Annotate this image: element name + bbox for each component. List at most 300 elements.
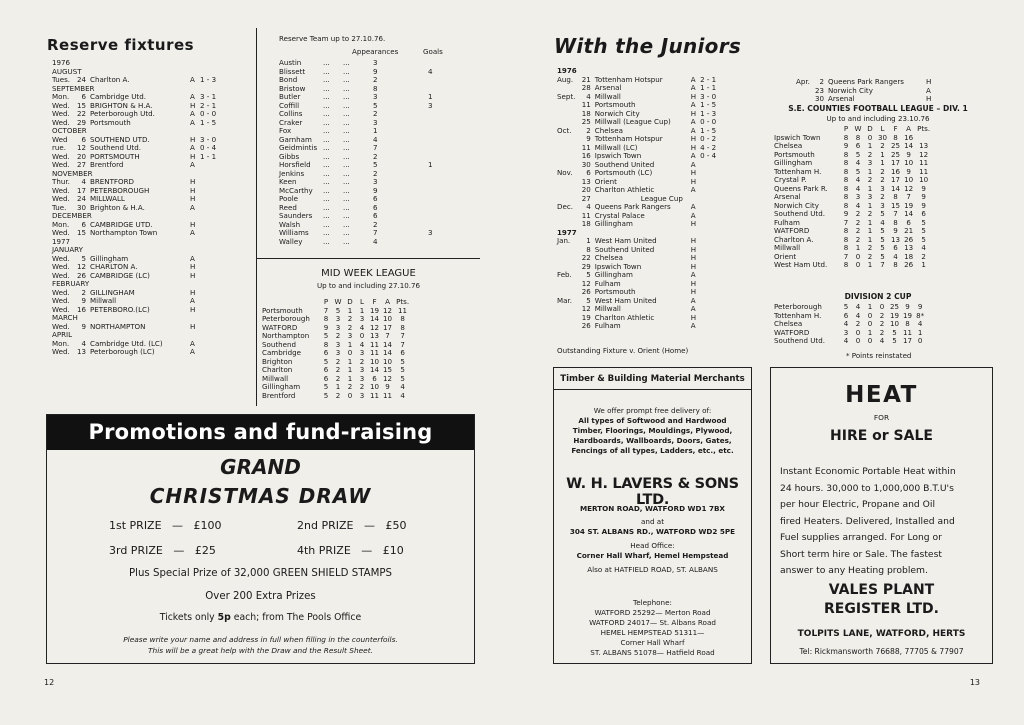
stat-value: 19 <box>370 305 380 315</box>
fixture-score <box>198 340 222 349</box>
fixture-score <box>198 178 222 187</box>
fixture-day: Wed. <box>52 262 70 271</box>
stat-value: 9 <box>906 166 911 176</box>
junior-score <box>698 169 720 178</box>
fixture-date: 26 <box>76 270 86 280</box>
stat-value: 1 <box>921 260 926 269</box>
vales-address: TOLPITS LANE, WATFORD, HERTS <box>797 629 966 639</box>
player-appearances: 9 <box>373 185 378 195</box>
junior-opponent: Norwich City <box>594 108 640 118</box>
player-dots: ... <box>323 151 330 161</box>
april-month <box>794 95 812 104</box>
player-appearances: 6 <box>373 194 378 203</box>
fixture-score: 3 - 0 <box>200 134 217 144</box>
player-dots: ... <box>343 185 350 195</box>
fixture-row <box>50 170 222 179</box>
stat-value: 1 <box>867 183 873 193</box>
fixture-venue: H <box>190 134 196 144</box>
player-name: Bond <box>279 75 298 84</box>
fixture-date: 2 <box>81 287 86 297</box>
stat-value: 26 <box>904 234 914 244</box>
stat-value: 12 <box>383 373 393 383</box>
junior-date: 9 <box>586 134 591 143</box>
fixture-venue: H <box>190 100 196 110</box>
page-number-left: 12 <box>44 678 55 687</box>
stat-value: 2 <box>880 192 885 201</box>
stat-value: 2 <box>347 322 353 332</box>
stat-value: 2 <box>879 310 885 320</box>
fixture-opponent: Cambridge Utd. (LC) <box>90 338 163 348</box>
column-header: F <box>372 297 377 306</box>
stat-value: 5 <box>892 327 897 337</box>
junior-month <box>555 101 579 110</box>
stat-value: 1 <box>347 365 353 374</box>
junior-opponent: Crystal Palace <box>594 210 645 220</box>
junior-date: 25 <box>581 117 591 126</box>
junior-score <box>698 212 720 221</box>
stat-value: 0 <box>347 348 353 357</box>
player-dots: ... <box>343 160 350 169</box>
player-name: Collins <box>279 109 303 118</box>
team-name: Chelsea <box>774 319 803 328</box>
team-name: Portsmouth <box>774 149 815 159</box>
player-row <box>277 170 436 179</box>
junior-opponent: Gillingham <box>594 270 633 279</box>
lavers-company-name: W. H. LAVERS & SONS LTD. <box>566 476 739 508</box>
junior-date: 5 <box>586 295 591 305</box>
stat-value: 2 <box>359 356 365 366</box>
fixture-day: Wed. <box>52 151 70 161</box>
player-dots: ... <box>323 211 330 220</box>
stat-value: 6 <box>855 141 861 150</box>
junior-opponent: Ipswich Town <box>594 261 642 271</box>
fixture-venue: A <box>190 253 195 263</box>
stat-value: 14 <box>370 365 380 374</box>
fixture-opponent: BRENTFORD <box>90 177 134 186</box>
junior-venue: H <box>690 219 697 228</box>
junior-score <box>698 280 720 289</box>
junior-date: 11 <box>581 100 591 109</box>
stat-value: 11 <box>370 339 380 349</box>
player-appearances: 5 <box>373 100 378 110</box>
fixture-heading: AUGUST <box>52 66 82 76</box>
fixture-date: 30 <box>76 202 86 212</box>
fixture-day: Wed. <box>52 185 70 195</box>
junior-date: 26 <box>581 321 591 330</box>
juniors-title: With the Juniors <box>554 34 742 58</box>
player-goals: 4 <box>428 66 433 76</box>
stat-value: 8 <box>843 175 849 184</box>
player-appearances: 4 <box>373 236 378 246</box>
junior-date: 19 <box>581 312 591 322</box>
column-header: Pts. <box>917 124 931 133</box>
fixture-day: Thur. <box>52 177 70 186</box>
fixture-venue: A <box>190 202 195 212</box>
stat-value: 5 <box>335 305 341 315</box>
player-dots: ... <box>323 228 330 237</box>
midweek-league-table <box>260 298 411 400</box>
junior-month <box>555 305 579 314</box>
stat-value: 8 <box>843 226 849 235</box>
stat-value: 1 <box>867 217 873 227</box>
fixture-opponent: Brighton & H.A. <box>90 202 145 212</box>
junior-venue: A <box>690 151 696 160</box>
junior-date: 12 <box>581 304 591 313</box>
junior-score <box>698 229 720 238</box>
stat-value: 6 <box>323 348 329 357</box>
stat-value: 1 <box>347 339 353 349</box>
junior-date: 1 <box>586 236 591 245</box>
stat-value: 5 <box>323 356 329 366</box>
player-dots: ... <box>343 228 350 237</box>
player-dots: ... <box>343 143 350 152</box>
fixture-opponent: SOUTHEND UTD. <box>90 134 150 144</box>
fixture-opponent: Northampton Town <box>90 228 158 237</box>
player-appearances: 6 <box>373 211 378 220</box>
heat-for: FOR <box>873 413 890 422</box>
stat-value: 6 <box>400 348 405 357</box>
fixture-date: 27 <box>76 160 86 169</box>
fixture-date: 12 <box>76 262 86 271</box>
team-name: Fulham <box>774 217 800 227</box>
junior-date: 28 <box>581 83 591 92</box>
stat-value: 7 <box>893 209 898 218</box>
junior-date: 29 <box>581 261 591 271</box>
junior-date: 27 <box>581 193 591 203</box>
column-header: Pts. <box>396 297 410 306</box>
junior-month <box>555 186 579 195</box>
prize-3: 3rd PRIZE — £25 <box>109 544 216 557</box>
fixture-score: 3 - 1 <box>200 92 217 101</box>
stat-value: 2 <box>867 149 873 159</box>
junior-date: 20 <box>581 185 591 194</box>
stat-value: 8 <box>843 260 849 269</box>
player-dots: ... <box>323 219 330 229</box>
fixture-date: 4 <box>81 338 86 348</box>
player-dots: ... <box>323 194 330 203</box>
se-counties-title: S.E. COUNTIES FOOTBALL LEAGUE – DIV. 1 <box>788 104 968 113</box>
player-name: Geidmintis <box>279 143 318 152</box>
goals-header: Goals <box>423 47 443 56</box>
stat-value: 1 <box>867 327 873 337</box>
stat-value: 2 <box>855 226 861 235</box>
division-2-cup-table <box>772 303 926 346</box>
stat-value: 8 <box>893 217 898 227</box>
reserve-fixtures-title: Reserve fixtures <box>47 36 195 54</box>
player-name: Walley <box>279 236 303 246</box>
fixture-score <box>198 272 222 281</box>
fixture-day: Wed. <box>52 304 70 314</box>
player-dots: ... <box>323 83 330 93</box>
team-name: WATFORD <box>262 322 298 332</box>
player-appearances: 2 <box>373 109 378 118</box>
stat-value: 3 <box>359 314 365 323</box>
junior-date: 5 <box>586 270 591 279</box>
fixture-day: Wed. <box>52 253 70 263</box>
fixture-venue: H <box>190 287 196 297</box>
fixture-date: 9 <box>81 321 86 331</box>
fixture-venue: A <box>190 117 195 127</box>
player-row <box>277 187 436 196</box>
stat-value: 5 <box>892 336 897 345</box>
stat-value: 1 <box>867 234 873 244</box>
junior-score <box>698 195 720 204</box>
stat-value: 1 <box>347 356 353 366</box>
stat-value: 6 <box>921 209 926 218</box>
junior-opponent: League Cup <box>640 193 683 203</box>
junior-date: 4 <box>586 91 591 101</box>
stat-value: 9 <box>323 322 329 332</box>
tickets-info: Tickets only 5p each; from The Pools Office <box>159 612 362 623</box>
junior-date: 30 <box>581 159 591 169</box>
player-goals <box>426 119 436 128</box>
fixture-opponent: BRIGHTON & H.A. <box>90 100 153 110</box>
junior-venue: H <box>690 287 697 296</box>
stat-value: 17 <box>891 158 901 167</box>
fixture-venue: A <box>190 75 195 84</box>
player-dots: ... <box>323 75 330 84</box>
player-name: Austin <box>279 58 302 67</box>
player-name: Blissett <box>279 66 306 76</box>
player-dots: ... <box>343 194 350 203</box>
stat-value: 5 <box>880 226 885 235</box>
stat-value: 19 <box>890 310 900 320</box>
team-name: Ipswich Town <box>774 132 821 142</box>
stat-value: 1 <box>880 158 885 167</box>
fixture-venue: H <box>190 304 196 314</box>
player-name: Craker <box>279 117 303 127</box>
junior-score <box>698 237 720 246</box>
player-name: Keen <box>279 177 297 186</box>
stat-value: 4 <box>880 217 885 227</box>
junior-date: 21 <box>581 74 591 84</box>
stat-value: 5 <box>323 331 329 340</box>
stat-value: 17 <box>383 322 393 332</box>
junior-month: Jan. <box>557 236 571 245</box>
junior-month <box>555 254 579 263</box>
christmas-draw-box <box>46 414 475 664</box>
fixture-venue: H <box>190 219 196 229</box>
stat-value: 10 <box>370 356 380 366</box>
special-prize: Plus Special Prize of 32,000 GREEN SHIELD STAMPS <box>129 568 392 579</box>
player-row <box>277 68 436 77</box>
fixture-venue: A <box>190 347 195 356</box>
stat-value: 4 <box>855 200 861 210</box>
fixture-opponent: CAMBRIDGE UTD. <box>90 219 153 229</box>
stat-value: 14 <box>904 141 914 150</box>
junior-venue: A <box>690 117 696 126</box>
player-appearances: 6 <box>373 202 378 212</box>
april-month <box>794 87 812 96</box>
stat-value: 15 <box>891 200 901 210</box>
player-dots: ... <box>323 134 330 144</box>
player-dots: ... <box>343 151 350 161</box>
team-name: Chelsea <box>774 141 803 150</box>
player-dots: ... <box>343 219 350 229</box>
stat-value: 2 <box>855 217 861 227</box>
junior-venue: H <box>690 312 697 322</box>
stat-value: 6 <box>323 365 329 374</box>
junior-month: Dec. <box>557 202 573 211</box>
junior-opponent: Millwall (LC) <box>594 142 638 152</box>
prize-4: 4th PRIZE — £10 <box>297 544 404 557</box>
fixture-venue: A <box>190 109 195 118</box>
stat-value: 3 <box>335 339 341 349</box>
junior-venue: H <box>690 134 697 143</box>
player-name: Saunders <box>279 211 313 220</box>
promotions-banner: Promotions and fund-raising <box>47 415 474 450</box>
april-month: Apr. <box>796 77 810 86</box>
team-name: Southend Utd. <box>774 209 825 218</box>
stat-value: 17 <box>903 336 913 345</box>
stat-value: 3 <box>359 373 365 383</box>
junior-month: Sept. <box>557 91 576 101</box>
player-appearances: 3 <box>373 92 378 101</box>
fixture-date: 20 <box>76 151 86 161</box>
fixture-day: Wed. <box>52 194 70 203</box>
player-dots: ... <box>323 168 330 178</box>
fixture-date: 22 <box>76 109 86 118</box>
player-row <box>277 195 436 204</box>
stat-value: 2 <box>855 209 861 218</box>
fixture-row <box>50 348 222 357</box>
stat-value: 13 <box>370 331 380 340</box>
fixture-day: Wed. <box>52 347 70 356</box>
stat-value: 4 <box>855 302 861 311</box>
stat-value: 18 <box>904 251 914 261</box>
fixture-heading: 1977 <box>52 236 71 246</box>
april-opponent: Norwich City <box>828 85 873 95</box>
stat-value: 8 <box>400 314 405 323</box>
junior-month <box>555 212 579 221</box>
junior-opponent: Portsmouth (LC) <box>594 168 653 177</box>
team-name: Charlton <box>262 365 293 374</box>
junior-score <box>698 246 720 255</box>
fixture-opponent: PETERBORO.(LC) <box>90 304 150 314</box>
team-name: Norwich City <box>774 200 819 210</box>
april-date: 30 <box>814 94 824 103</box>
junior-date: 6 <box>586 168 591 177</box>
fixture-day: Tue. <box>52 202 67 212</box>
player-appearances: 2 <box>373 151 378 161</box>
stat-value: 25 <box>890 302 900 311</box>
column-header: W <box>854 124 862 133</box>
stat-value: 2 <box>359 382 365 391</box>
player-row <box>277 93 436 102</box>
fixture-opponent: Brentford <box>90 160 124 169</box>
stat-value: 0 <box>855 327 861 337</box>
team-name: Northampton <box>262 331 310 340</box>
stat-value: 12 <box>904 183 914 193</box>
fixture-heading: MARCH <box>52 313 78 322</box>
junior-date: 4 <box>586 202 591 211</box>
stat-value: 11 <box>370 348 380 357</box>
fixture-day: Wed. <box>52 287 70 297</box>
fixture-venue: H <box>190 151 196 161</box>
player-name: Garnham <box>279 134 312 144</box>
player-dots: ... <box>343 75 350 84</box>
stat-value: 0 <box>855 251 861 261</box>
fixture-opponent: CAMBRIDGE (LC) <box>90 270 150 280</box>
stat-value: 8 <box>843 200 849 210</box>
stat-value: 15 <box>383 365 393 374</box>
stat-value: 0 <box>867 310 873 320</box>
player-name: Fox <box>279 126 292 135</box>
junior-date: 11 <box>581 210 591 220</box>
stat-value: 8 <box>893 132 898 142</box>
stat-value: 3 <box>880 183 885 193</box>
april-fixtures <box>794 78 934 104</box>
fixture-row <box>50 289 222 298</box>
stat-value: 19 <box>903 310 913 320</box>
fixture-opponent: Southend Utd. <box>90 143 141 152</box>
stat-value: 6 <box>843 310 849 320</box>
team-name: Brentford <box>262 390 296 400</box>
junior-month <box>555 314 579 323</box>
team-name: Millwall <box>262 373 289 383</box>
midweek-league-title: MID WEEK LEAGUE <box>321 268 416 279</box>
junior-opponent: Arsenal <box>594 83 622 92</box>
stat-value: 7 <box>906 192 911 201</box>
fixture-score <box>198 229 222 238</box>
player-dots: ... <box>323 126 330 135</box>
junior-date: 18 <box>581 108 591 118</box>
stat-value: 8 <box>855 132 861 142</box>
junior-opponent: Charlton Athletic <box>594 312 655 322</box>
stat-value: 4 <box>855 310 861 320</box>
stat-value: 1 <box>359 305 365 315</box>
stat-value: 2 <box>335 356 341 366</box>
junior-venue: A <box>690 83 696 92</box>
team-name: Southend Utd. <box>774 336 825 345</box>
junior-opponent: Southend United <box>594 159 655 169</box>
extra-prizes: Over 200 Extra Prizes <box>205 591 316 602</box>
junior-score <box>698 254 720 263</box>
april-venue: A <box>926 85 931 95</box>
stat-value: 17 <box>891 175 901 184</box>
player-appearances: 7 <box>373 228 378 237</box>
fixture-opponent: Cambridge Utd. <box>90 92 146 101</box>
stat-value: 10 <box>919 175 929 184</box>
player-dots: ... <box>343 117 350 127</box>
team-name: Portsmouth <box>262 305 303 315</box>
junior-venue: A <box>690 100 696 109</box>
stat-value: 9 <box>921 192 926 201</box>
stat-value: 0 <box>867 319 873 328</box>
fixture-day: Tues. <box>52 75 71 84</box>
se-counties-subtitle: Up to and including 23.10.76 <box>826 114 930 123</box>
stat-value: 5 <box>323 390 329 400</box>
player-appearances: 8 <box>373 83 378 93</box>
reserve-team-title: Reserve Team up to 27.10.76. <box>279 34 386 43</box>
player-appearances: 3 <box>373 177 378 186</box>
fixture-day: rue. <box>52 143 67 152</box>
stat-value: 0 <box>879 302 885 311</box>
stat-value: 2 <box>335 365 341 374</box>
stat-value: 4 <box>359 322 365 332</box>
fixture-day: Wed. <box>52 100 70 110</box>
junior-score: 4 - 2 <box>700 142 717 152</box>
junior-month <box>555 152 579 161</box>
fixture-score: 1 - 5 <box>200 117 217 127</box>
stat-value: 30 <box>878 132 888 142</box>
stat-value: 1 <box>867 226 873 235</box>
lavers-advert <box>553 367 752 664</box>
junior-month <box>555 280 579 289</box>
junior-venue: A <box>690 202 696 211</box>
player-dots: ... <box>323 58 330 67</box>
junior-fixture-row <box>555 220 720 229</box>
